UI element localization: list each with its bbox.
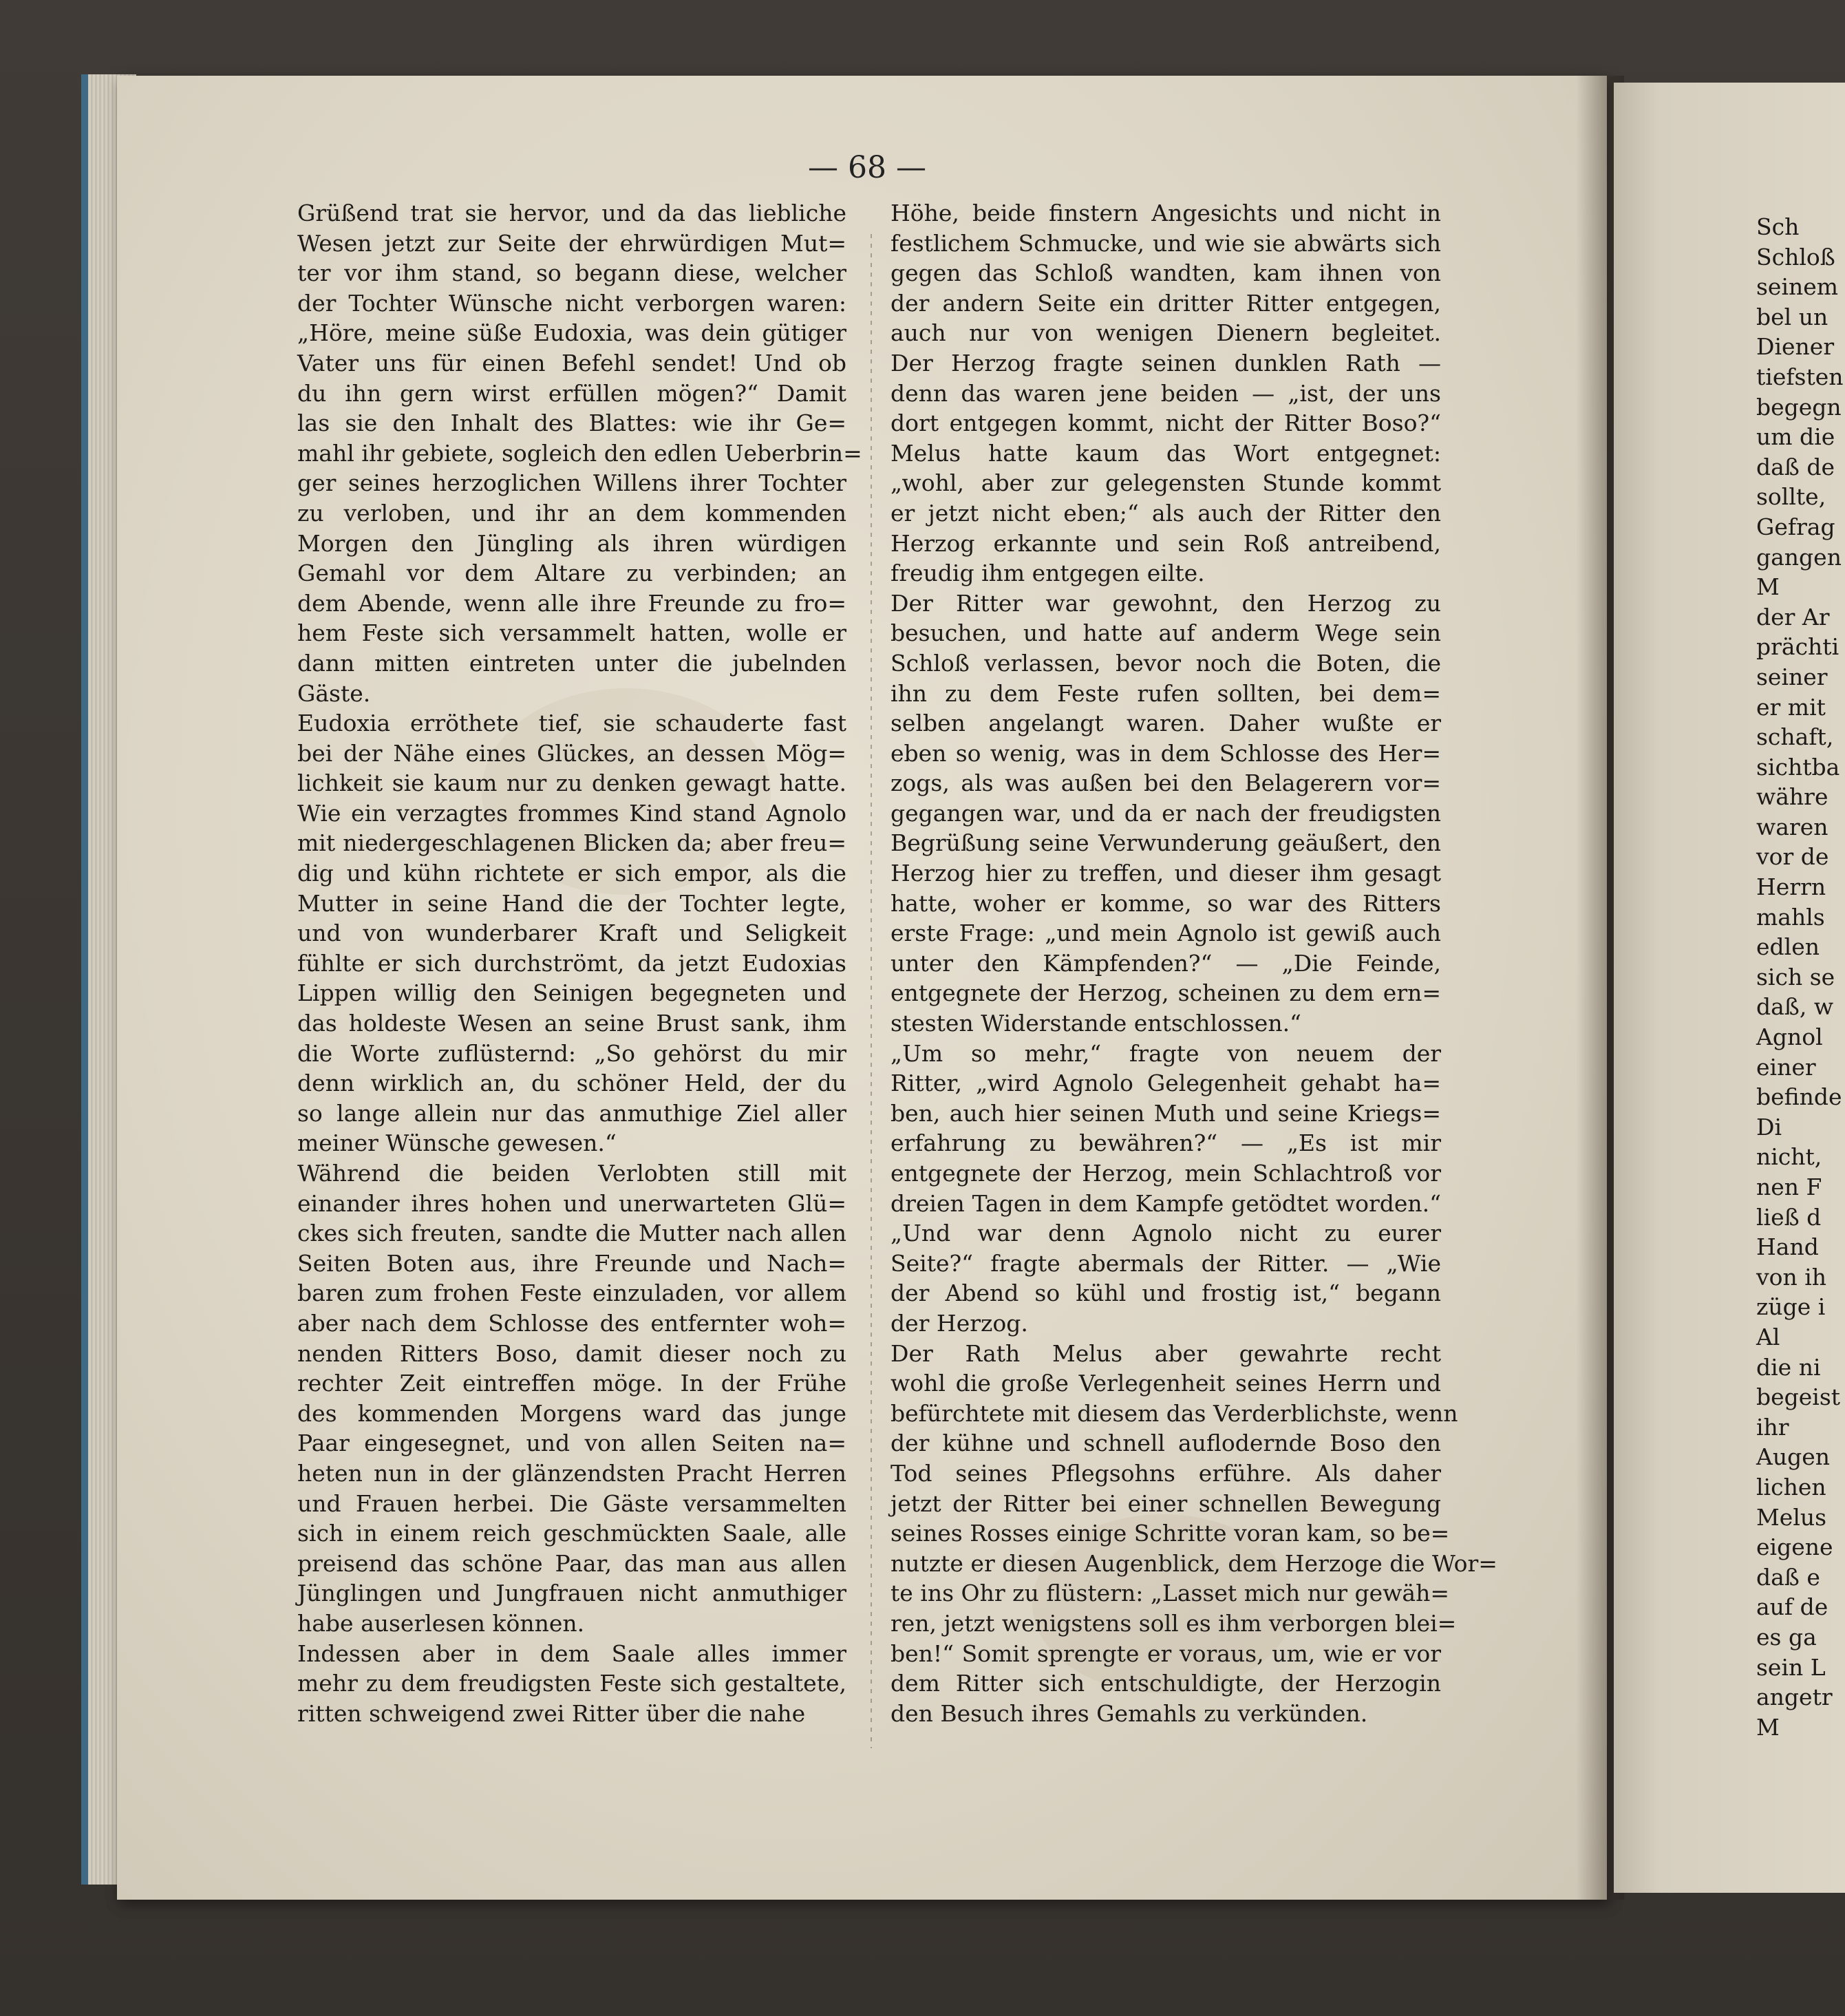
text-line: fühlte er sich durchströmt, da jetzt Eudoxias [297, 949, 846, 977]
next-page-fragment: seiner [1756, 663, 1828, 690]
text-line: denn wirklich an, du schöner Held, der du [297, 1070, 846, 1097]
next-page-fragment: Schloß [1756, 243, 1835, 270]
text-line: ren, jetzt wenigstens soll es ihm verborgen blei= [890, 1609, 1457, 1637]
next-page-fragment: waren [1756, 813, 1828, 840]
text-line: Jünglingen und Jungfrauen nicht anmuthiger [297, 1580, 846, 1607]
next-page-fragment: schaft, [1756, 723, 1834, 751]
next-page-fragment: edlen [1756, 933, 1820, 961]
text-line: ihn zu dem Feste rufen sollten, bei dem= [890, 679, 1441, 707]
text-line: Höhe, beide finstern Angesichts und nicht in [890, 200, 1441, 226]
text-line: „Um so mehr,“ fragte von neuem der [890, 1039, 1441, 1067]
text-line: lichkeit sie kaum nur zu denken gewagt hatte. [297, 770, 846, 797]
text-line: Schloß verlassen, bevor noch die Boten, die [890, 649, 1441, 677]
next-page-fragment: sich se [1756, 963, 1835, 990]
text-line: die Worte zuflüsternd: „So gehörst du mir [297, 1039, 846, 1067]
next-page-fragment: der Ar [1756, 603, 1830, 630]
text-line: so lange allein nur das anmuthige Ziel aller [297, 1099, 846, 1127]
next-page-fragment: daß de [1756, 453, 1835, 480]
next-page-fragment: züge i [1756, 1293, 1826, 1321]
text-line: Wesen jetzt zur Seite der ehrwürdigen Mut= [297, 229, 846, 257]
text-line: der Abend so kühl und frostig ist,“ begann [890, 1280, 1441, 1307]
page-number: — 68 — [808, 150, 926, 185]
next-page-fragment: Herrn [1756, 873, 1826, 901]
text-line: Der Ritter war gewohnt, den Herzog zu [890, 589, 1441, 617]
text-line: nutzte er diesen Augenblick, dem Herzoge die Wor= [890, 1549, 1497, 1577]
text-line: erste Frage: „und mein Agnolo ist gewiß auch [890, 920, 1441, 947]
text-line: ckes sich freuten, sandte die Mutter nach allen [297, 1220, 846, 1247]
next-page-fragment: auf de [1756, 1593, 1828, 1621]
text-line: der Tochter Wünsche nicht verborgen waren: [297, 289, 846, 317]
text-line: Morgen den Jüngling als ihren würdigen [297, 529, 846, 557]
text-line: Ritter, „wird Agnolo Gelegenheit gehabt ha= [890, 1070, 1441, 1097]
text-line: freudig ihm entgegen eilte. [890, 560, 1205, 587]
text-line: Wie ein verzagtes frommes Kind stand Agnolo [297, 799, 846, 827]
text-column-left [297, 198, 862, 1728]
text-line: Begrüßung seine Verwunderung geäußert, den [890, 829, 1441, 857]
text-line: Tod seines Pflegsohns erführe. Als daher [890, 1459, 1441, 1487]
next-page-fragment: Gefrag [1756, 513, 1835, 540]
next-page-fragment: gangen [1756, 543, 1842, 571]
next-page-fragment: befinde [1756, 1083, 1842, 1111]
text-line: selben angelangt waren. Daher wußte er [890, 710, 1441, 737]
text-line: besuchen, und hatte auf anderm Wege sein [890, 619, 1441, 647]
next-page-fragment: sichtba [1756, 753, 1840, 781]
text-line: dem Ritter sich entschuldigte, der Herzogin [890, 1670, 1441, 1697]
next-page-fragment: sollte, [1756, 483, 1826, 511]
text-line: entgegnete der Herzog, mein Schlachtroß vor [890, 1160, 1441, 1187]
text-line: der Herzog. [890, 1309, 1028, 1337]
next-page-fragment: um die [1756, 423, 1835, 451]
text-line: Gäste. [297, 679, 371, 707]
text-line: auch nur von wenigen Dienern begleitet. [890, 319, 1441, 347]
next-page-fragment: Diener [1756, 333, 1835, 361]
next-page-fragment: bel un [1756, 303, 1828, 330]
next-page-fragment: es ga [1756, 1623, 1817, 1651]
text-line: er jetzt nicht eben;“ als auch der Ritter den [890, 499, 1441, 527]
next-page-fragment: begeist [1756, 1383, 1841, 1411]
column-divider [871, 234, 872, 1748]
text-line: gegen das Schloß wandten, kam ihnen von [890, 259, 1441, 287]
text-line: ben, auch hier seinen Muth und seine Kriegs= [890, 1099, 1441, 1127]
text-line: Während die beiden Verlobten still mit [297, 1160, 846, 1187]
text-line: und Frauen herbei. Die Gäste versammelten [297, 1489, 846, 1517]
next-page-fragment: Sch [1756, 213, 1800, 240]
next-page-fragment: ihr [1756, 1413, 1789, 1441]
next-page-fragment: tiefsten [1756, 363, 1844, 390]
text-line: dreien Tagen in dem Kampfe getödtet worden.“ [890, 1189, 1441, 1217]
next-page-fragment: Agnol [1756, 1023, 1823, 1051]
text-line: sich in einem reich geschmückten Saale, alle [297, 1520, 846, 1547]
next-page-fragment: ließ d [1756, 1203, 1822, 1231]
text-line: hatte, woher er komme, so war des Ritters [890, 889, 1441, 917]
text-line: unter den Kämpfenden?“ — „Die Feinde, [890, 949, 1441, 977]
text-line: Eudoxia erröthete tief, sie schauderte fast [297, 710, 846, 737]
next-page-fragment: Di [1756, 1113, 1782, 1140]
next-page-fragment: vor de [1756, 843, 1829, 871]
text-line: dem Abende, wenn alle ihre Freunde zu fro= [297, 589, 846, 617]
text-line: mahl ihr gebiete, sogleich den edlen Ueberbrin= [297, 439, 862, 467]
text-line: dig und kühn richtete er sich empor, als die [297, 860, 846, 887]
next-page-fragment: lichen [1756, 1473, 1826, 1500]
text-line: Indessen aber in dem Saale alles immer [297, 1640, 846, 1667]
text-line: „Höre, meine süße Eudoxia, was dein gütiger [297, 319, 846, 347]
text-line: nenden Ritters Boso, damit dieser noch zu [297, 1339, 846, 1367]
text-line: ben!“ Somit sprengte er voraus, um, wie er vor [890, 1640, 1441, 1667]
text-line: te ins Ohr zu flüstern: „Lasset mich nur gewäh= [890, 1580, 1449, 1607]
text-line: festlichem Schmucke, und wie sie abwärts sich [890, 229, 1441, 257]
text-line: Seiten Boten aus, ihre Freunde und Nach= [297, 1249, 846, 1277]
text-line: einander ihres hohen und unerwarteten Glü= [297, 1189, 846, 1217]
text-line: ritten schweigend zwei Ritter über die nahe [297, 1699, 806, 1727]
next-page-fragment: sein L [1756, 1653, 1826, 1681]
text-line: und von wunderbarer Kraft und Seligkeit [297, 920, 846, 947]
text-line: der kühne und schnell auflodernde Boso den [890, 1430, 1441, 1457]
text-line: hem Feste sich versammelt hatten, wolle er [297, 619, 846, 647]
next-page-fragment: seinem [1756, 273, 1839, 301]
next-page-fragment: einer [1756, 1053, 1816, 1081]
text-line: Der Rath Melus aber gewahrte recht [890, 1339, 1441, 1367]
text-line: du ihn gern wirst erfüllen mögen?“ Damit [297, 379, 846, 407]
text-line: dann mitten eintreten unter die jubelnden [297, 649, 846, 677]
next-page-fragment: Hand [1756, 1233, 1819, 1261]
text-line: Gemahl vor dem Altare zu verbinden; an [297, 560, 846, 587]
next-page-fragment: Melus [1756, 1503, 1827, 1531]
text-line: dort entgegen kommt, nicht der Ritter Boso?“ [890, 410, 1441, 437]
text-line: aber nach dem Schlosse des entfernter woh= [297, 1309, 846, 1337]
next-page-fragment: währe [1756, 783, 1828, 811]
text-line: rechter Zeit eintreffen möge. In der Frühe [297, 1370, 846, 1397]
text-line: preisend das schöne Paar, das man aus allen [297, 1549, 846, 1577]
text-column-right [890, 198, 1497, 1728]
text-line: mit niedergeschlagenen Blicken da; aber freu= [297, 829, 846, 857]
text-line: denn das waren jene beiden — „ist, der uns [890, 379, 1441, 407]
text-line: „Und war denn Agnolo nicht zu eurer [890, 1220, 1441, 1247]
text-line: Grüßend trat sie hervor, und da das liebliche [297, 200, 846, 226]
next-page-fragment: nicht, [1756, 1143, 1822, 1171]
text-line: den Besuch ihres Gemahls zu verkünden. [890, 1699, 1368, 1727]
text-line: ger seines herzoglichen Willens ihrer Tochter [297, 469, 846, 497]
next-page-fragment: Al [1756, 1323, 1780, 1350]
text-line: zogs, als was außen bei den Belagerern vor= [890, 770, 1441, 797]
next-page-fragment: Augen [1756, 1443, 1830, 1471]
text-line: eben so wenig, was in dem Schlosse des Her= [890, 739, 1441, 767]
next-page-fragment: von ih [1756, 1263, 1827, 1291]
text-line: meiner Wünsche gewesen.“ [297, 1129, 617, 1157]
next-page-fragment: die ni [1756, 1353, 1821, 1381]
text-line: seines Rosses einige Schritte voran kam, so be= [890, 1520, 1450, 1547]
text-line: habe auserlesen können. [297, 1609, 585, 1637]
text-line: befürchtete mit diesem das Verderblichste, wenn [890, 1399, 1458, 1427]
text-line: „wohl, aber zur gelegensten Stunde kommt [890, 469, 1441, 497]
next-page-fragment: M [1756, 1713, 1780, 1741]
text-line: Der Herzog fragte seinen dunklen Rath — [890, 349, 1441, 376]
text-line: der andern Seite ein dritter Ritter entgegen, [890, 289, 1441, 317]
text-line: wohl die große Verlegenheit seines Herrn und [890, 1370, 1441, 1397]
text-line: baren zum frohen Feste einzuladen, vor allem [297, 1280, 846, 1307]
text-line: Vater uns für einen Befehl sendet! Und ob [297, 349, 846, 376]
text-line: erfahrung zu bewähren?“ — „Es ist mir [890, 1129, 1441, 1157]
next-page-fragment: eigene [1756, 1534, 1833, 1561]
text-line: jetzt der Ritter bei einer schnellen Bewegung [890, 1489, 1441, 1517]
text-line: Herzog hier zu treffen, und dieser ihm gesagt [890, 860, 1441, 887]
text-line: das holdeste Wesen an seine Brust sank, ihm [297, 1010, 846, 1037]
next-page-fragment: mahls [1756, 903, 1825, 931]
text-line: Seite?“ fragte abermals der Ritter. — „Wie [890, 1249, 1441, 1277]
text-line: ter vor ihm stand, so begann diese, welcher [297, 259, 846, 287]
next-page-fragment: daß e [1756, 1563, 1820, 1591]
text-line: des kommenden Morgens ward das junge [297, 1399, 846, 1427]
next-page-fragment: daß, w [1756, 993, 1834, 1021]
next-page-fragment: er mit [1756, 693, 1826, 721]
text-line: las sie den Inhalt des Blattes: wie ihr Ge= [297, 410, 846, 437]
text-line: Lippen willig den Seinigen begegneten und [297, 979, 846, 1007]
next-page-fragment: angetr [1756, 1684, 1833, 1711]
text-line: mehr zu dem freudigsten Feste sich gestaltete, [297, 1670, 846, 1697]
text-line: zu verloben, und ihr an dem kommenden [297, 499, 846, 527]
text-line: entgegnete der Herzog, scheinen zu dem ern= [890, 979, 1441, 1007]
text-line: gegangen war, und da er nach der freudigsten [890, 799, 1441, 827]
text-line: stesten Widerstande entschlossen.“ [890, 1010, 1301, 1037]
next-page-fragment: nen F [1756, 1174, 1822, 1200]
text-line: Melus hatte kaum das Wort entgegnet: [890, 439, 1441, 467]
text-line: bei der Nähe eines Glückes, an dessen Mög= [297, 739, 846, 767]
text-line: Herzog erkannte und sein Roß antreibend, [890, 529, 1441, 557]
next-page-fragment: prächti [1756, 633, 1839, 661]
text-line: heten nun in der glänzendsten Pracht Herren [297, 1459, 846, 1487]
next-page-text-fragments [1756, 212, 1845, 1742]
text-line: Paar eingesegnet, und von allen Seiten na= [297, 1430, 846, 1457]
next-page-fragment: begegn [1756, 393, 1842, 421]
text-line: Mutter in seine Hand die der Tochter legte, [297, 889, 846, 917]
next-page-fragment: M [1756, 573, 1780, 601]
